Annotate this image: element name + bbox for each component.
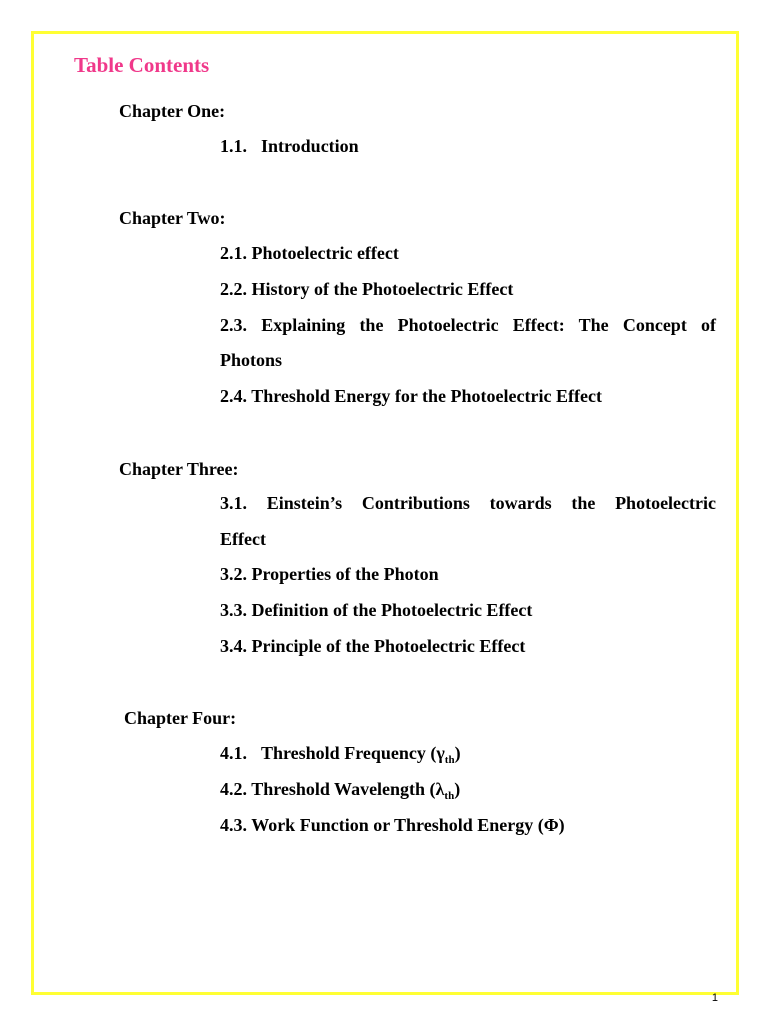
page-number: 1 [711,992,718,1004]
entry-number: 2.1. [220,243,247,263]
entry-number: 2.3. [220,315,247,335]
entry-number: 1.1. [220,136,247,156]
toc-entry [220,272,716,307]
toc-entry [220,236,716,271]
entry-text: History of the Photoelectric Effect [251,279,514,299]
entry-text: Einstein’s Contributions towards the Photoelectric [266,493,717,513]
entry-text: Explaining the Photoelectric Effect: The Concept of [261,315,717,335]
entry-text: Threshold Wavelength (λ [251,779,445,799]
toc-entry [220,379,716,414]
entry-number: 4.2. [220,779,247,799]
entry-text: Properties of the Photon [251,564,439,584]
entry-text: Threshold Energy for the Photoelectric Effect [251,386,602,406]
entry-number: 3.3. [220,600,247,620]
toc-entry [220,129,716,164]
entry-number: 2.2. [220,279,247,299]
entry-text: Threshold Frequency (γ [261,743,445,763]
entry-text: Photoelectric effect [251,243,399,263]
toc-entry [220,486,716,521]
toc-title: Table Contents [74,53,210,77]
toc-entry [220,629,716,664]
toc-entry [220,593,716,628]
toc-entry [220,557,716,592]
entry-number: 4.1. [220,743,247,763]
entry-number: 3.1. [220,493,247,513]
entry-close: ) [454,743,461,763]
entry-subscript: th [444,754,455,766]
chapter-heading: Chapter Three: [119,459,239,479]
entry-number: 3.4. [220,636,247,656]
chapter-heading: Chapter Four: [124,708,237,728]
entry-subscript: th [444,790,455,802]
toc-entry [220,308,716,343]
entry-number: 2.4. [220,386,247,406]
entry-number: 3.2. [220,564,247,584]
chapter-heading: Chapter One: [119,101,226,121]
toc-entry-continuation: Effect [220,529,266,549]
entry-text: Principle of the Photoelectric Effect [251,636,526,656]
chapter-heading: Chapter Two: [119,208,226,228]
entry-number: 4.3. [220,815,247,835]
entry-text: Introduction [261,136,359,156]
toc-entry [220,808,716,843]
entry-text: Work Function or Threshold Energy (Φ) [251,815,565,835]
entry-text: Definition of the Photoelectric Effect [251,600,533,620]
toc-entry-continuation: Photons [220,350,283,370]
entry-close: ) [454,779,461,799]
